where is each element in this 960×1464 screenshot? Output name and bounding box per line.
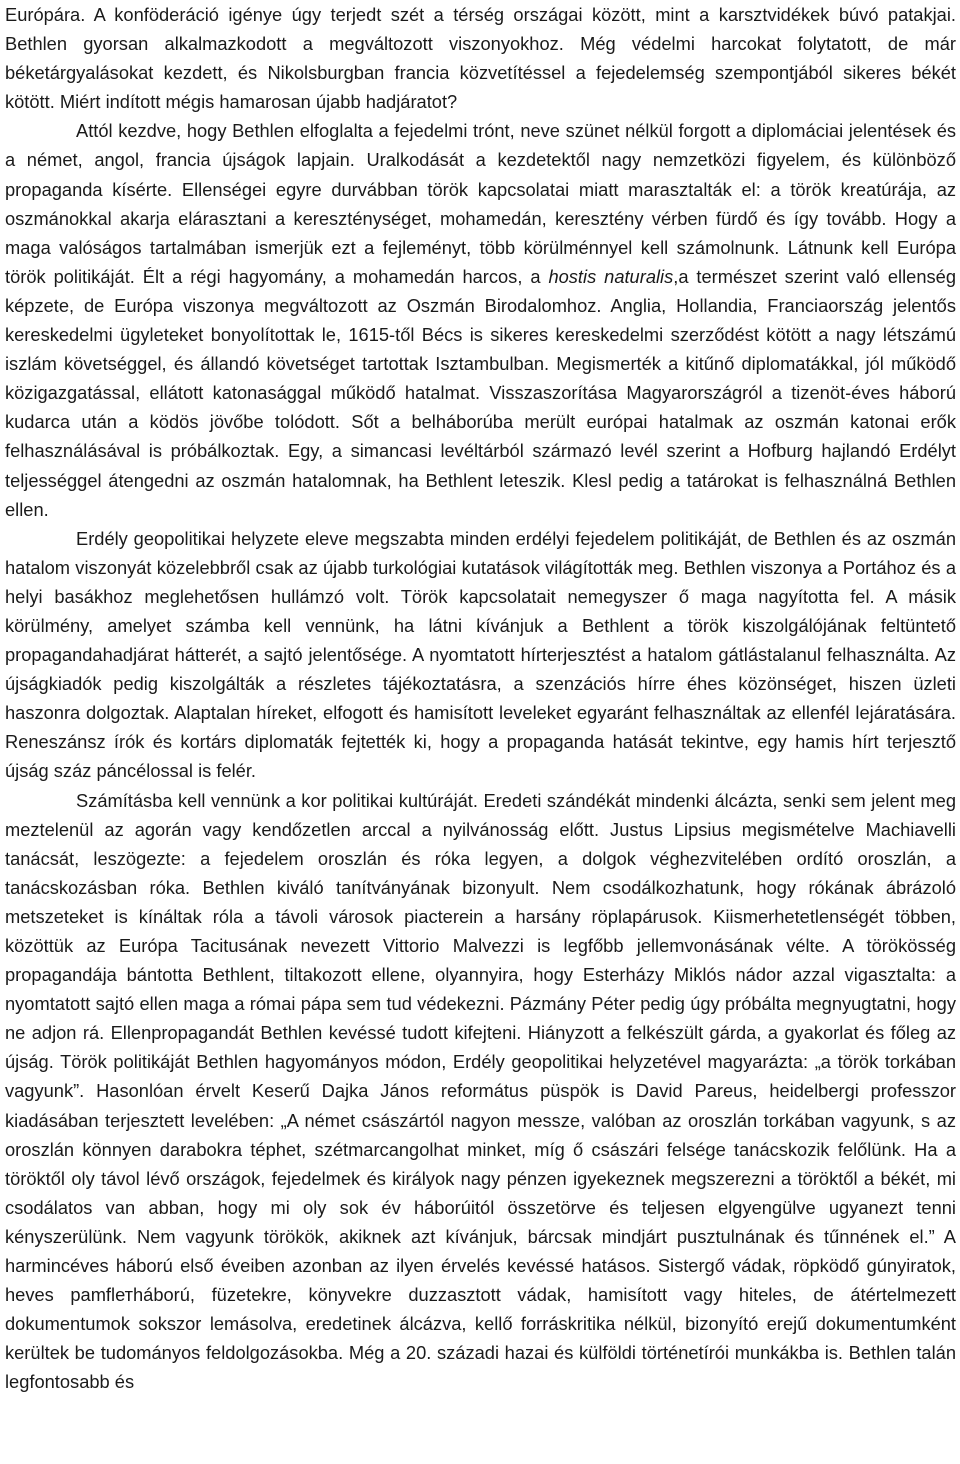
paragraph-propaganda bbox=[5, 116, 956, 523]
paragraph-geopolitics: Erdély geopolitikai helyzete eleve megszabta minden erdélyi fejedelem politikáját, de Bethlen és az oszmán hatalom viszonyát közelebbről csak az újabb turkológiai kutatások világították meg. Bethlen viszonya a Portához és a helyi basákhoz meglehetősen hullámzó volt. Török kapcsolatait nemegyszer ő maga nagyította fel. A másik körülmény, amelyet számba kell vennünk, ha látni kívánjuk a Bethlent a török kiszolgálójának feltüntető propagandahadjárat hátterét, a sajtó jelentősége. A nyomtatott hírterjesztést a hatalom gátlástalanul felhasználta. Az újságkiadók pedig kiszolgálták a részletes tájékoztatásra, a szenzációs hírre éhes közönséget, hiszen üzleti haszonra dolgoztak. Alaptalan híreket, elfogott és hamisított leveleket egyaránt felhasználtak az ellenfél lejáratására. Reneszánsz írók és kortárs diplomaták fejtették ki, hogy a propaganda hatását tekintve, egy hamis hírt terjesztő újság száz páncélossal is felér. bbox=[5, 527, 956, 782]
paragraph-political-culture: Számításba kell vennünk a kor politikai kultúráját. Eredeti szándékát mindenki álcázta, senki sem jelent meg meztelenül az agorán vagy kendőzetlen arccal a nyilvánosság előtt. Justus Lipsius megismételve Machiavelli tanácsát, leszögezte: a fejedelem oroszlán és róka legyen, a dolgok véghezvitelében ordító oroszlán, a tanácskozásban róka. Bethlen kiváló tanítványának bizonyult. Nem csodálkozhatunk, hogy rókának ábrázoló metszeteket is kínáltak róla a távoli városok piacterein a harsány röplapárusok. Kiismerhetetlenségét többen, közöttük az Európa Tacitusának nevezett Vittorio Malvezzi is legfőbb jellemvonásának vélte. A törökösség propagandája bántotta Bethlent, tiltakozott ellene, olyannyira, hogy Esterházy Miklós nádor azzal vigasztalta: a nyomtatott sajtó ellen maga a római pápa sem tud védekezni. Pázmány Péter pedig úgy próbálta megnyugtatni, hogy ne adjon rá. Ellenpropagandát Bethlen kevéssé tudott kifejteni. Hiányzott a felkészült gárda, a gyakorlat és főleg az újság. Török politikáját Bethlen hagyományos módon, Erdély geopolitikai helyzetével magyarázta: „a török torkában vagyunk”. Hasonlóan érvelt Keserű Dajka János református püspök is David Pareus, heidelbergi professzor kiadásában terjesztett levelében: „A német császártól nagyon messze, valóban az oroszlán torkában vagyunk, s az oroszlán könnyen darabokra téphet, szétmarcangolhat minket, míg ő császári felsége tanácskozik felőlünk. Ha a töröktől oly távol lévő országok, fejedelmek és királyok nagy pénzen igyekeznek megszerezni a töröktől a békét, mi csodálatos van abban, hogy mi oly sok év háborúitól összetörve és teljesen elgyengülve ugyanezt tenni kényszerülünk. Nem vagyunk törökök, akiknek azt kívánjuk, bárcsak mindjárt pusztulnának és tűnnének el.” A harmincéves háború első éveiben azonban az ilyen érvelés kevéssé hatásos. Sistergő vádak, röpködő gúnyiratok, heves pamflетháború, füzetekre, könyvekre duzzasztott vádak, hamisított vagy hiteles, de átértelmezett dokumentumok sokszor lemásolva, eredetinek álcázva, kellő forráskritika nélkül, bizonyító erejű dokumentumként kerültek be tudományos feldolgozásokba. Még a 20. századi hazai és külföldi történetírói munkákba is. Bethlen talán legfontosabb és bbox=[5, 789, 956, 1393]
paragraph-text-before: Attól kezdve, hogy Bethlen elfoglalta a fejedelmi trónt, neve szünet nélkül forgott a diplomáciai jelentések és a német, angol, francia újságok lapjain. Uralkodását a kezdetektől nagy nemzetközi figyelem, és különböző propaganda kísérte. Ellenségei egyre durvábban török kapcsolatai miatt marasztalták el: a török kreatúrája, az oszmánokkal akarja elárasztani a kereszténységet, mohamedán, keresztény vérben fürdő és így tovább. Hogy a maga valóságos tartalmában ismerjük ezt a fejleményt, több körülménnyel kell számolnunk. Látnunk kell Európa török politikáját. Élt a régi hagyomány, a mohamedán harcos, a bbox=[5, 120, 956, 287]
paragraph-text-after: ,a természet szerint való ellenség képzete, de Európa viszonya megváltozott az Oszmán Birodalomhoz. Anglia, Hollandia, Franciaország jelentős kereskedelmi ügyleteket bonyolítottak le, 1615-től Bécs is sikeres kereskedelmi szerződést kötött a nagy létszámú iszlám követséggel, és állandó követséget tartottak Isztambulban. Megismerték a kitűnő diplomatákkal, jól működő közigazgatással, ellátott katonasággal működő hatalmat. Visszaszorítása Magyarországról a tizenöt-éves háború kudarca után a ködös jövőbe tolódott. Sőt a belháborúba merült európai hatalmak az oszmán katonai erők felhasználásával is próbálkoztak. Egy, a simancasi levéltárból származó levél szerint a Hofburg hajlandó Erdélyt teljességgel átengedni az oszmán hatalomnak, ha Bethlent leteszik. Klesl pedig a tatárokat is felhasználná Bethlen ellen. bbox=[5, 265, 956, 520]
paragraph-continued: Európára. A konföderáció igénye úgy terjedt szét a térség országai között, mint a karsztvidékek búvó patakjai. Bethlen gyorsan alkalmazkodott a megváltozott viszonyokhoz. Még védelmi harcokat folytatott, de már béketárgyalásokat kezdett, és Nikolsburgban francia közvetítéssel a fejedelemség szempontjából sikeres békét kötött. Miért indított mégis hamarosan újabb hadjáratot? bbox=[5, 4, 956, 113]
latin-term: hostis naturalis bbox=[548, 265, 674, 287]
